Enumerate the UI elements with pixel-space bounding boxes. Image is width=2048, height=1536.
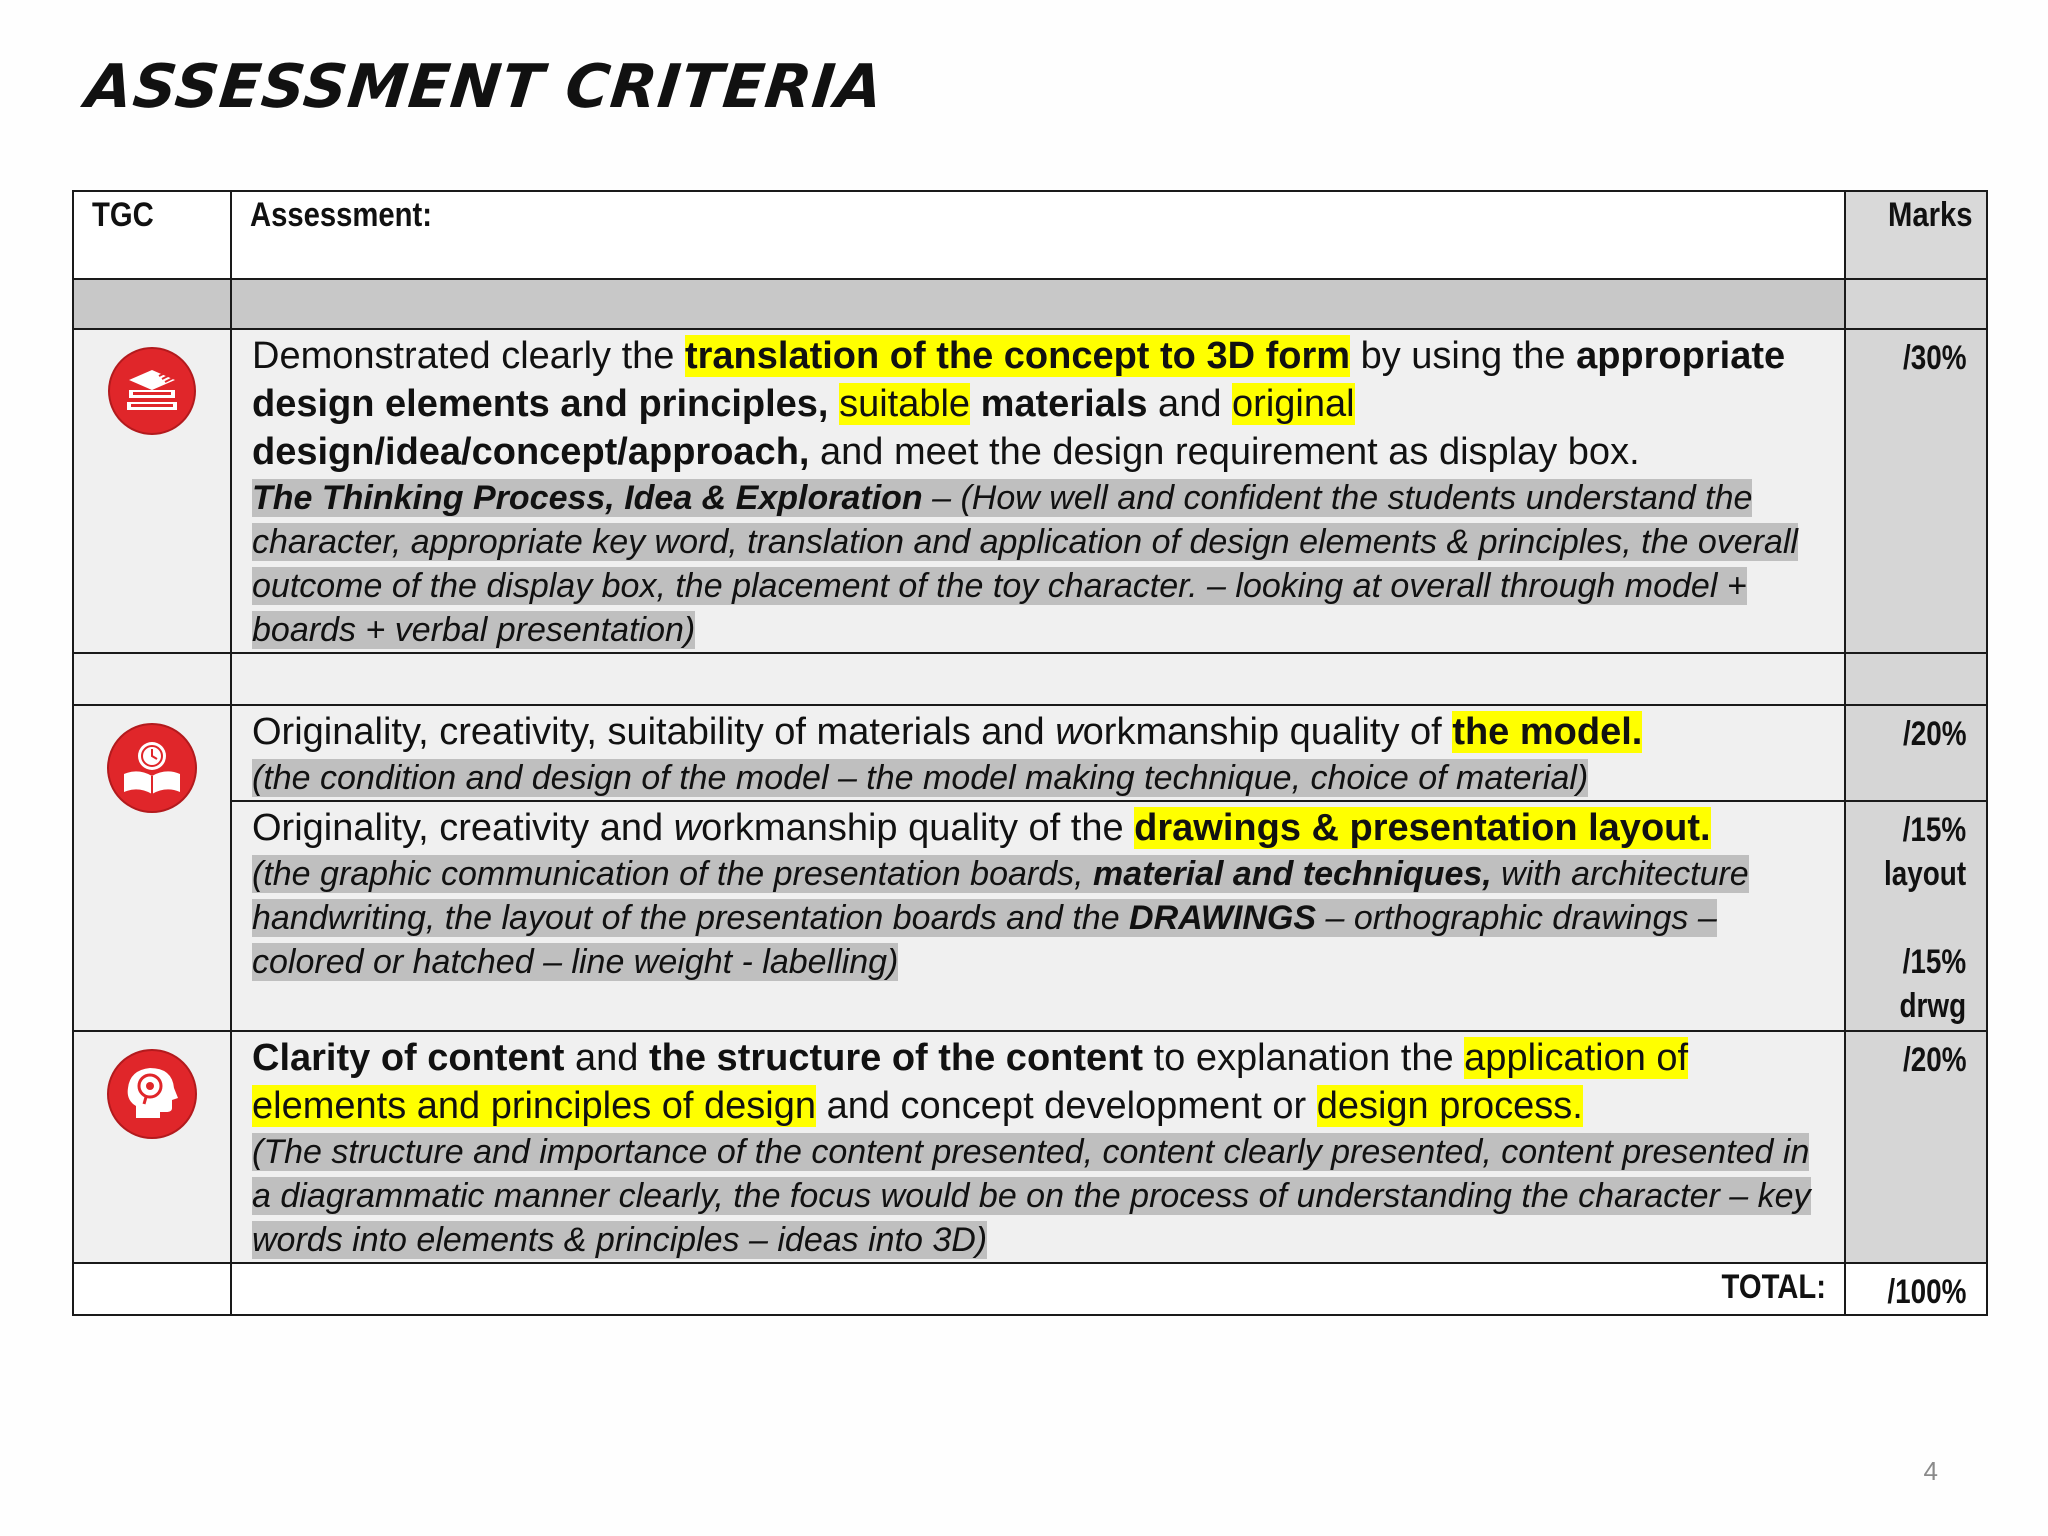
tgc-icon-cell xyxy=(73,1031,231,1263)
total-cell xyxy=(1845,1263,1987,1315)
table-row xyxy=(73,705,1987,801)
table-row xyxy=(73,801,1987,1031)
marks-cell xyxy=(1845,1031,1987,1263)
assessment-note: (the graphic communication of the presentation boards, material and techniques, with architecture handwriting, the layout of the presentation boards and the DRAWINGS – orthographic drawings – colored or hatched – line weight - labelling) xyxy=(252,855,1749,981)
assessment-header: Assessment: xyxy=(250,196,433,234)
marks-cell xyxy=(1845,329,1987,653)
table-header-row xyxy=(73,191,1987,279)
total-label: TOTAL: xyxy=(1721,1268,1826,1306)
table-row xyxy=(73,1031,1987,1263)
page-title: ASSESSMENT CRITERIA xyxy=(82,52,887,122)
mark-value: /30% xyxy=(1902,339,1966,377)
mark-value: /20% xyxy=(1902,1041,1966,1079)
assessment-cell: Demonstrated clearly the translation of the concept to 3D form by using the appropriate design elements and principles, suitable materials and original design/idea/concept/approach, and meet the design requirement as display box. The Thinking Process, Idea & Exploration – (How well and confident the students understand the character, appropriate key word, translation and application of design elements & principles, the overall outcome of the display box, the placement of the toy character. – looking at overall through model + boards + verbal presentation) xyxy=(231,329,1845,653)
head-brain-icon xyxy=(106,1048,198,1140)
highlight-text: original xyxy=(1232,383,1355,425)
tgc-icon-cell xyxy=(73,329,231,653)
highlight-text: suitable xyxy=(839,383,971,425)
page-number: 4 xyxy=(1923,1456,1938,1486)
highlight-text: the model. xyxy=(1452,711,1643,753)
spacer-row xyxy=(73,653,1987,705)
total-row xyxy=(73,1263,1987,1315)
books-stack-icon xyxy=(107,346,197,436)
highlight-text: drawings & presentation layout. xyxy=(1134,807,1711,849)
total-value: /100% xyxy=(1886,1273,1966,1311)
spacer-row xyxy=(73,279,1987,329)
marks-header-cell xyxy=(1845,191,1987,279)
mark-value: /20% xyxy=(1902,715,1966,753)
assessment-cell: Originality, creativity, suitability of materials and workmanship quality of the model. (the condition and design of the model – the model making technique, choice of material) xyxy=(231,705,1845,801)
tgc-header-cell xyxy=(73,191,231,279)
tgc-header: TGC xyxy=(92,196,154,234)
marks-header: Marks xyxy=(1887,196,1973,234)
marks-cell xyxy=(1845,705,1987,801)
table-row xyxy=(73,329,1987,653)
marks-cell xyxy=(1845,801,1987,1031)
highlight-text: application of elements and principles of design xyxy=(252,1037,1689,1127)
tgc-icon-cell xyxy=(73,705,231,1031)
mark-value: /15% layout /15% drwg xyxy=(1883,811,1966,1025)
highlight-text: design process. xyxy=(1316,1085,1583,1127)
assessment-table xyxy=(72,190,1988,1316)
highlight-text: translation of the concept to 3D form xyxy=(684,335,1351,377)
assessment-note: (the condition and design of the model – the model making technique, choice of material) xyxy=(252,759,1589,797)
open-book-clock-icon xyxy=(106,722,198,814)
assessment-cell: Clarity of content and the structure of the content to explanation the application of elements and principles of design and concept development or design process. (The structure and importance of the content presented, content clearly presented, content presented in a diagrammatic manner clearly, the focus would be on the process of understanding the character – key words into elements & principles – ideas into 3D) xyxy=(231,1031,1845,1263)
assessment-cell: Originality, creativity and workmanship quality of the drawings & presentation layout. (the graphic communication of the presentation boards, material and techniques, with architecture handwriting, the layout of the presentation boards and the DRAWINGS – orthographic drawings – colored or hatched – line weight - labelling) xyxy=(231,801,1845,1031)
assessment-note: The Thinking Process, Idea & Exploration – (How well and confident the students understand the character, appropriate key word, translation and application of design elements & principles, the overall outcome of the display box, the placement of the toy character. – looking at overall through model + boards + verbal presentation) xyxy=(252,479,1798,649)
assessment-note: (The structure and importance of the content presented, content clearly presented, content presented in a diagrammatic manner clearly, the focus would be on the process of understanding the character – key words into elements & principles – ideas into 3D) xyxy=(252,1133,1811,1259)
assessment-header-cell xyxy=(231,191,1845,279)
